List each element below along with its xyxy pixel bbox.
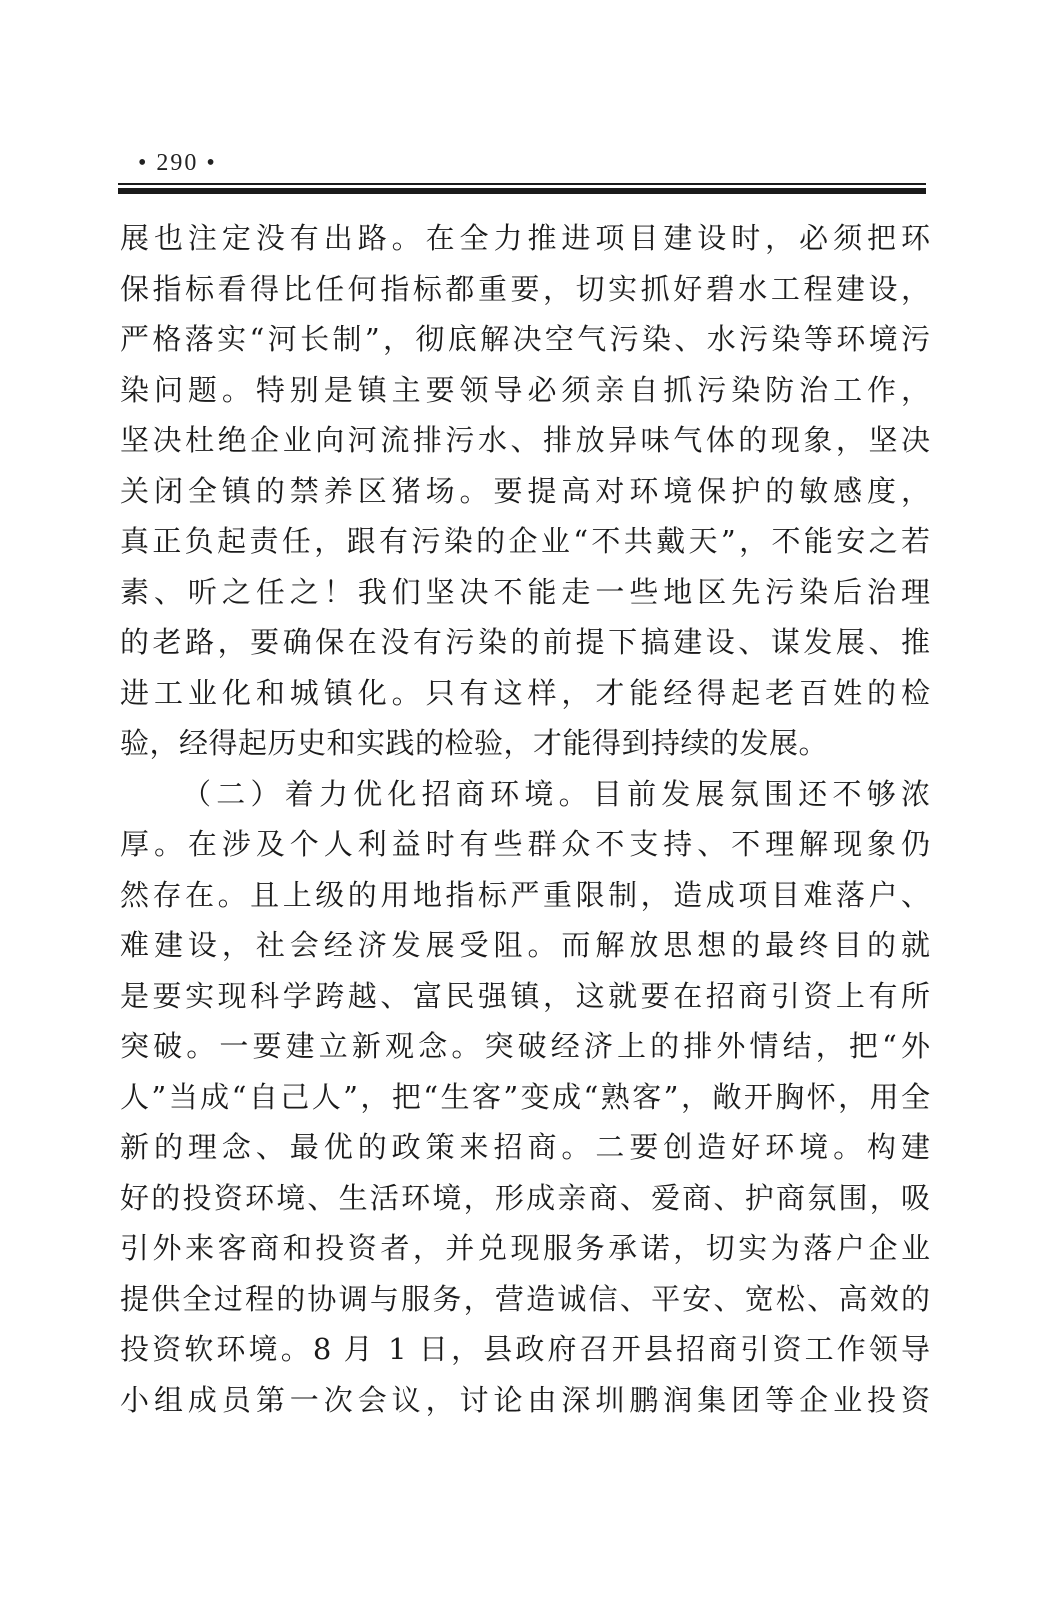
text-line: 真正负起责任，跟有污染的企业“不共戴天”，不能安之若 bbox=[120, 524, 930, 558]
text-line: 引外来客商和投资者，并兑现服务承诺，切实为落户企业 bbox=[120, 1231, 930, 1265]
text-line: 关闭全镇的禁养区猪场。要提高对环境保护的敏感度， bbox=[120, 473, 930, 508]
text-line: 素、听之任之！我们坚决不能走一些地区先污染后治理 bbox=[120, 574, 930, 609]
body-text bbox=[120, 213, 930, 1425]
text-line: 小组成员第一次会议，讨论由深圳鹏润集团等企业投资 bbox=[120, 1382, 930, 1417]
text-line: 展也注定没有出路。在全力推进项目建设时，必须把环 bbox=[120, 221, 930, 255]
text-line: 是要实现科学跨越、富民强镇，这就要在招商引资上有所 bbox=[120, 978, 930, 1013]
text-line: 人”当成“自己人”，把“生客”变成“熟客”，敞开胸怀，用全 bbox=[120, 1079, 930, 1114]
text-line: 的老路，要确保在没有污染的前提下搞建设、谋发展、推 bbox=[120, 625, 930, 659]
paragraph-heading-line: （二）着力优化招商环境。目前发展氛围还不够浓 bbox=[182, 776, 930, 811]
page-number: • 290 • bbox=[138, 150, 217, 176]
text-line: 验，经得起历史和实践的检验，才能得到持续的发展。 bbox=[120, 726, 829, 760]
text-line: 染问题。特别是镇主要领导必须亲自抓污染防治工作， bbox=[120, 372, 930, 407]
text-line: 坚决杜绝企业向河流排污水、排放异味气体的现象，坚决 bbox=[120, 423, 930, 457]
text-line: 新的理念、最优的政策来招商。二要创造好环境。构建 bbox=[120, 1130, 930, 1164]
text-line: 突破。一要建立新观念。突破经济上的排外情结，把“外 bbox=[120, 1029, 930, 1063]
text-line: 严格落实“河长制”，彻底解决空气污染、水污染等环境污 bbox=[120, 322, 930, 356]
header-rule-thin bbox=[118, 183, 926, 185]
text-line: 难建设，社会经济发展受阻。而解放思想的最终目的就 bbox=[120, 928, 930, 962]
text-line: 然存在。且上级的用地指标严重限制，造成项目难落户、 bbox=[120, 877, 930, 912]
text-line: 保指标看得比任何指标都重要，切实抓好碧水工程建设， bbox=[120, 271, 930, 306]
header-rule-thick bbox=[118, 188, 926, 194]
text-line: 厚。在涉及个人利益时有些群众不支持、不理解现象仍 bbox=[120, 827, 930, 861]
text-line: 投资软环境。8 月 1 日，县政府召开县招商引资工作领导 bbox=[120, 1332, 930, 1366]
text-line: 好的投资环境、生活环境，形成亲商、爱商、护商氛围，吸 bbox=[120, 1180, 930, 1215]
text-line: 进工业化和城镇化。只有这样，才能经得起老百姓的检 bbox=[120, 675, 930, 710]
text-line: 提供全过程的协调与服务，营造诚信、平安、宽松、高效的 bbox=[120, 1281, 930, 1316]
